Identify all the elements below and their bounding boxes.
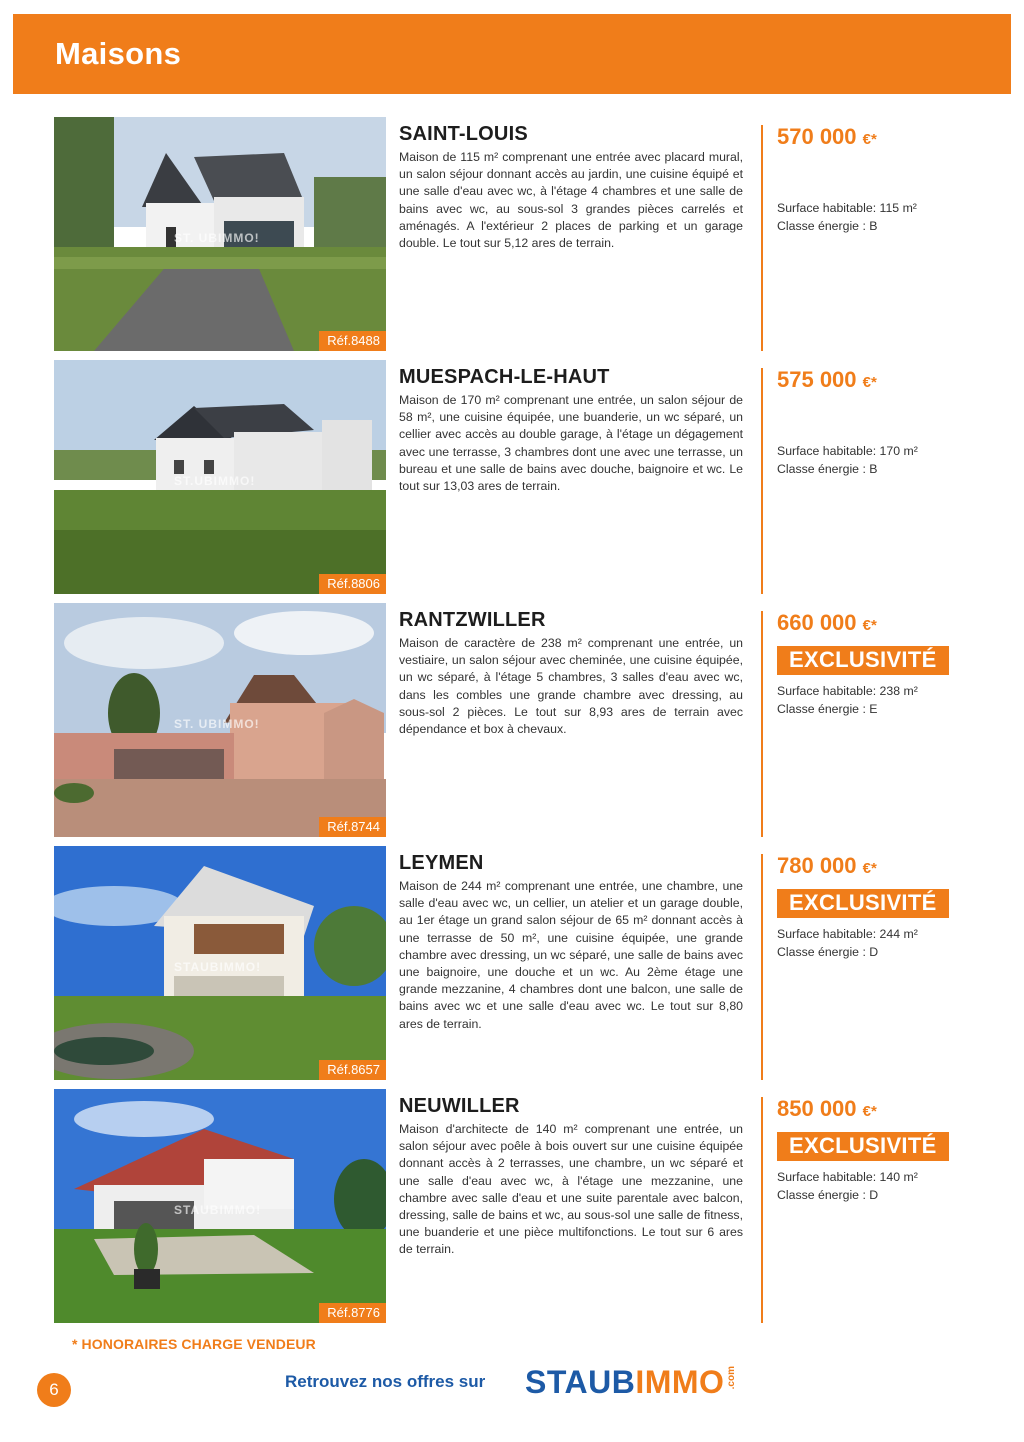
divider [761,1097,763,1323]
photo-watermark: ST. UBIMMO! [174,717,260,731]
listing-description: Maison de caractère de 238 m² comprenant une entrée, un vestiaire, un salon séjour avec cheminée, une cuisine équipée, un wc séparé, à l'étage 5 chambres, 3 salles d'eau avec wc, dans les combles une grande chambre avec dressing, au sous-sol 2 pièces. Le tout sur 8,93 ares de terrain avec dépendance et box à chevaux. [399,636,743,737]
property-photo[interactable] [54,117,386,351]
energy-class-text: Classe énergie : D [777,944,879,959]
divider [761,368,763,594]
price-value: 660 000 [777,610,857,635]
listing-description: Maison de 115 m² comprenant une entrée avec placard mural, un salon séjour donnant accès au jardin, une cuisine équipé et une salle d'eau avec wc, à l'étage 4 chambres et une salle de bains avec wc, au sous-sol 3 grandes pièces carrelés et aménagés. A l'extérieur 2 places de parking et un garage double. Le tout sur 5,12 ares de terrain. [399,150,743,251]
logo-text-part1: STAUB [525,1364,636,1400]
listing-city: SAINT-LOUIS [399,123,528,145]
divider [761,125,763,351]
listing-city: RANTZWILLER [399,609,546,631]
listing-card[interactable] [0,360,1024,594]
energy-class-text: Classe énergie : B [777,461,878,476]
listing-description-block [399,123,743,252]
reference-tag: Réf.8488 [319,331,386,351]
listing-description: Maison de 170 m² comprenant une entrée, un salon séjour de 58 m², une cuisine équipée, une buanderie, un wc séparé, un cellier avec accès au double garage, à l'étage un dégagement avec une terrasse, 3 chambres dont une avec une terrasse, un bureau et une salle de bains avec douche, baignoire et wc. Le tout sur 13,03 ares de terrain. [399,393,743,494]
page-header [13,14,1011,94]
listing-card[interactable] [0,1089,1024,1323]
listing-card[interactable] [0,846,1024,1080]
price-currency: €* [862,131,877,148]
price-value: 850 000 [777,1096,857,1121]
price-block [777,1095,977,1204]
listing-description-block [399,609,743,738]
price-value: 570 000 [777,124,857,149]
listing-description-block [399,366,743,495]
surface-text: Surface habitable: 115 m² [777,201,917,215]
price-currency: €* [862,860,877,877]
offers-text: Retrouvez nos offres sur [285,1372,486,1391]
reference-tag: Réf.8806 [319,574,386,594]
property-photo[interactable] [54,846,386,1080]
staubimmo-logo[interactable] [525,1362,737,1402]
listing-price [777,609,977,640]
listing-description-block [399,1095,743,1259]
price-currency: €* [862,374,877,391]
listing-card[interactable] [0,603,1024,837]
logo-text-com: .com [726,1366,738,1390]
surface-text: Surface habitable: 140 m² [777,1170,918,1184]
reference-tag: Réf.8657 [319,1060,386,1080]
listing-price [777,852,977,883]
listing-price [777,1095,977,1126]
energy-class-text: Classe énergie : E [777,701,878,716]
energy-class-text: Classe énergie : B [777,218,878,233]
energy-class-text: Classe énergie : D [777,1187,879,1202]
price-currency: €* [862,617,877,634]
page-title: Maisons [55,36,182,71]
price-currency: €* [862,1103,877,1120]
listing-city: LEYMEN [399,852,484,874]
listing-description: Maison d'architecte de 140 m² comprenant une entrée, un salon séjour avec poêle à bois ouvert sur une cuisine équipée donnant accès à 2 terrasses, une chambre, un wc séparé et une salle d'eau avec wc, à l'étage une mezzanine, une chambre avec salle d'eau et une suite parentale avec balcon, dressing, salle de bains et wc, au sous-sol une salle de fitness, une buanderie et une pièce multifonctions. Le tout sur 6 ares de terrain. [399,1122,743,1257]
listing-price [777,123,977,154]
listing-city: NEUWILLER [399,1095,520,1117]
price-block [777,852,977,961]
price-block [777,609,977,718]
listing-description: Maison de 244 m² comprenant une entrée, une chambre, une salle d'eau avec wc, un cellier, un atelier et un garage double, au 1er étage un grand salon séjour de 65 m² donnant accès à une terrasse de 50 m², une cuisine équipée, une grande chambre avec dressing, un wc séparé, une salle de bains avec une baignoire, une douche et un wc. Au 2ème étage une grande mezzanine, 4 chambres dont une balcon, une salle de bains avec wc et une salle d'eau avec wc. Le tout sur 8,80 ares de terrain. [399,879,743,1031]
price-value: 780 000 [777,853,857,878]
exclusive-badge: EXCLUSIVITÉ [777,1132,949,1161]
listing-price [777,366,977,397]
divider [761,854,763,1080]
photo-watermark: STAUBIMMO! [174,1203,262,1217]
exclusive-badge: EXCLUSIVITÉ [777,889,949,918]
listing-description-block [399,852,743,1033]
surface-text: Surface habitable: 238 m² [777,684,918,698]
listing-city: MUESPACH-LE-HAUT [399,366,610,388]
price-block [777,366,977,478]
photo-watermark: STAUBIMMO! [174,960,262,974]
reference-tag: Réf.8776 [319,1303,386,1323]
price-block [777,123,977,235]
page-number: 6 [37,1373,71,1407]
property-photo[interactable] [54,360,386,594]
property-photo[interactable] [54,603,386,837]
surface-text: Surface habitable: 244 m² [777,927,918,941]
price-value: 575 000 [777,367,857,392]
surface-text: Surface habitable: 170 m² [777,444,918,458]
reference-tag: Réf.8744 [319,817,386,837]
photo-watermark: ST.UBIMMO! [174,474,256,488]
divider [761,611,763,837]
exclusive-badge: EXCLUSIVITÉ [777,646,949,675]
photo-watermark: ST. UBIMMO! [174,231,260,245]
listing-card[interactable] [0,117,1024,351]
fees-note: * HONORAIRES CHARGE VENDEUR [72,1336,316,1352]
logo-text-part2: IMMO [635,1364,725,1400]
property-photo[interactable] [54,1089,386,1323]
